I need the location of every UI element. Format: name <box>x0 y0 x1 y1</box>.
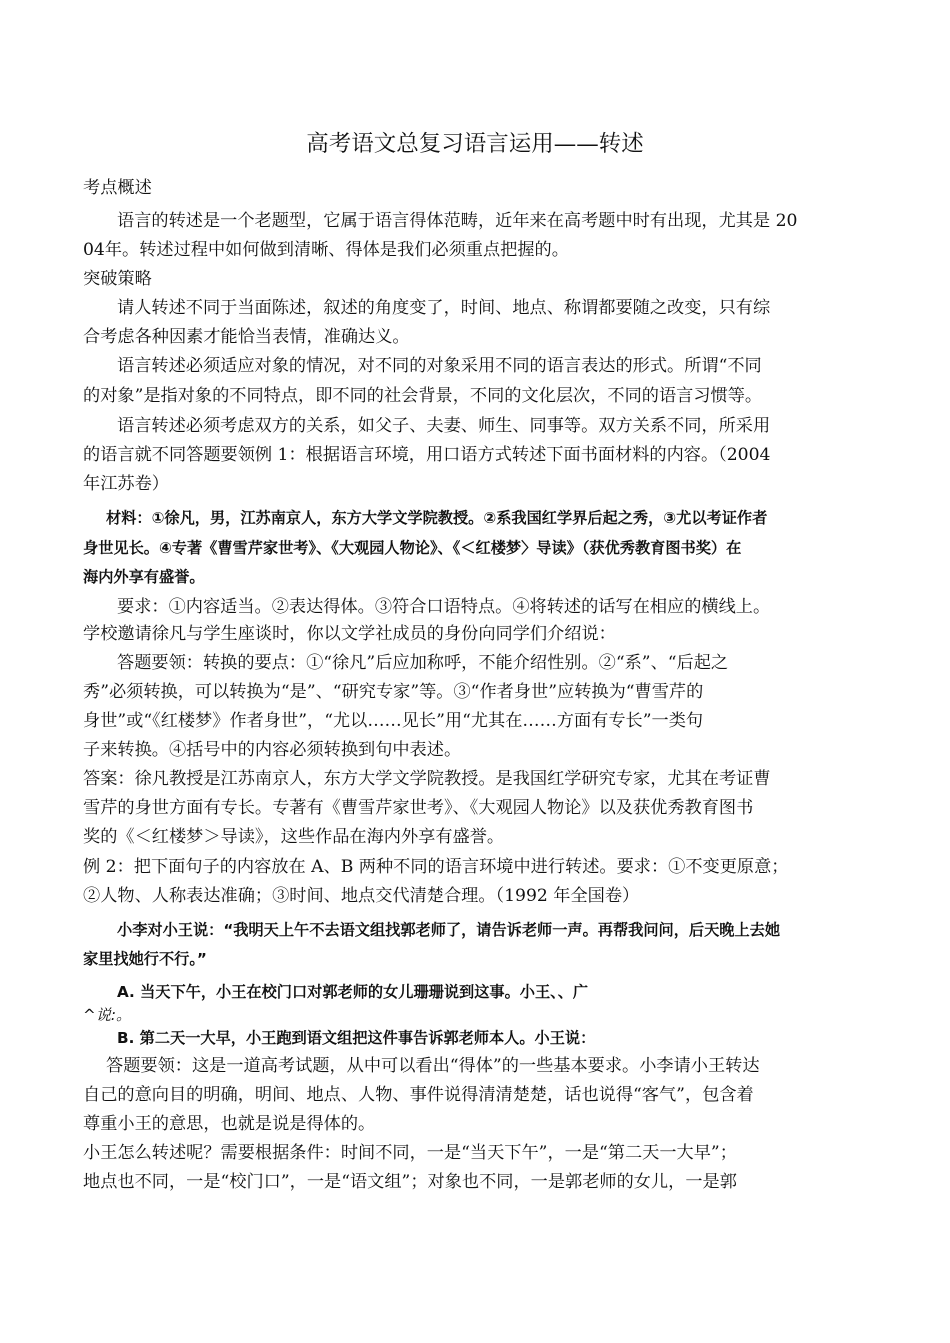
paragraph-line: 例 2：把下面句子的内容放在 A、B 两种不同的语言环境中进行转述。要求：①不变更原意； <box>83 857 789 877</box>
material-line: 材料：①徐凡，男，江苏南京人，东方大学文学院教授。②系我国红学界后起之秀，③尤以考证作者 <box>106 509 768 527</box>
paragraph-line: ②人物、人称表达准确；③时间、地点交代清楚合理。（1992 年全国卷） <box>83 886 640 906</box>
answer-line: 答案：徐凡教授是江苏南京人，东方大学文学院教授。是我国红学研究专家，尤其在考证曹 <box>83 769 771 789</box>
paragraph-line: 的语言就不同答题要领例 1：根据语言环境，用口语方式转述下面书面材料的内容。（2004 <box>83 445 771 465</box>
example-quote-line: 小李对小王说：“我明天上午不去语文组找郭老师了，请告诉老师一声。再帮我问问，后天晚上去她 <box>117 921 781 939</box>
section-heading: 考点概述 <box>83 178 152 198</box>
paragraph-line: 语言转述必须考虑双方的关系，如父子、夫妻、师生、同事等。双方关系不同，所采用 <box>117 416 771 436</box>
paragraph-line: 地点也不同，一是“校门口”，一是“语文组”；对象也不同，一是郭老师的女儿，一是郭 <box>83 1172 737 1192</box>
paragraph-line: 尊重小王的意思，也就是说是得体的。 <box>83 1114 376 1134</box>
paragraph-line: 的对象”是指对象的不同特点，即不同的社会背景，不同的文化层次，不同的语言习惯等。 <box>83 386 763 406</box>
answer-line: 奖的《＜红楼梦＞导读》，这些作品在海内外享有盛誉。 <box>83 827 505 847</box>
material-line: 身世见长。④专著《曹雪芹家世考》、《大观园人物论》、《＜红楼梦〉导读》（获优秀教育图书奖）在 <box>83 539 742 557</box>
paragraph-line: 要求：①内容适当。②表达得体。③符合口语特点。④将转述的话写在相应的横线上。 <box>117 597 771 617</box>
option-b-line: B. 第二天一大早，小王跑到语文组把这件事告诉郭老师本人。小王说： <box>117 1029 596 1047</box>
paragraph-line: 小王怎么转述呢？需要根据条件：时间不同，一是“当天下午”，一是“第二天一大早”； <box>83 1143 737 1163</box>
answer-line: 雪芹的身世方面有专长。专著有《曹雪芹家世考》、《大观园人物论》以及获优秀教育图书 <box>83 798 754 818</box>
paragraph-line: 年江苏卷） <box>83 474 169 494</box>
paragraph-line: 合考虑各种因素才能恰当表情，准确达义。 <box>83 327 410 347</box>
page-title: 高考语文总复习语言运用——转述 <box>306 131 644 157</box>
paragraph-line: 答题要领：这是一道高考试题，从中可以看出“得体”的一些基本要求。小李请小王转达 <box>106 1056 760 1076</box>
paragraph-line: 秀”必须转换，可以转换为“是”、“研究专家”等。③“作者身世”应转换为“曹雪芹的 <box>83 682 704 702</box>
option-a-continuation: ^说:。 <box>83 1006 132 1024</box>
option-a-line: A. 当天下午，小王在校门口对郭老师的女儿珊珊说到这事。小王、、广 <box>117 983 589 1001</box>
paragraph-line: 自己的意向目的明确，明间、地点、人物、事件说得清清楚楚，话也说得“客气”，包含着 <box>83 1085 754 1105</box>
material-line: 海内外享有盛誉。 <box>83 568 205 586</box>
paragraph-line: 答题要领：转换的要点：①“徐凡”后应加称呼，不能介绍性别。②“系”、“后起之 <box>117 653 729 673</box>
paragraph-line: 请人转述不同于当面陈述，叙述的角度变了，时间、地点、称谓都要随之改变，只有综 <box>117 298 771 318</box>
paragraph-line: 子来转换。④括号中的内容必须转换到句中表述。 <box>83 740 462 760</box>
paragraph-line: 04年。转述过程中如何做到清晰、得体是我们必须重点把握的。 <box>83 240 569 260</box>
example-quote-line: 家里找她行不行。” <box>83 950 207 968</box>
paragraph-line: 语言转述必须适应对象的情况，对不同的对象采用不同的语言表达的形式。所谓“不同 <box>117 356 762 376</box>
paragraph-line: 学校邀请徐凡与学生座谈时，你以文学社成员的身份向同学们介绍说： <box>83 624 616 644</box>
section-heading: 突破策略 <box>83 269 152 289</box>
paragraph-line: 身世”或“《红楼梦》作者身世”，“尤以……见长”用“尤其在……方面有专长”一类句 <box>83 711 704 731</box>
paragraph-line: 语言的转述是一个老题型，它属于语言得体范畴，近年来在高考题中时有出现，尤其是 20 <box>117 211 798 231</box>
